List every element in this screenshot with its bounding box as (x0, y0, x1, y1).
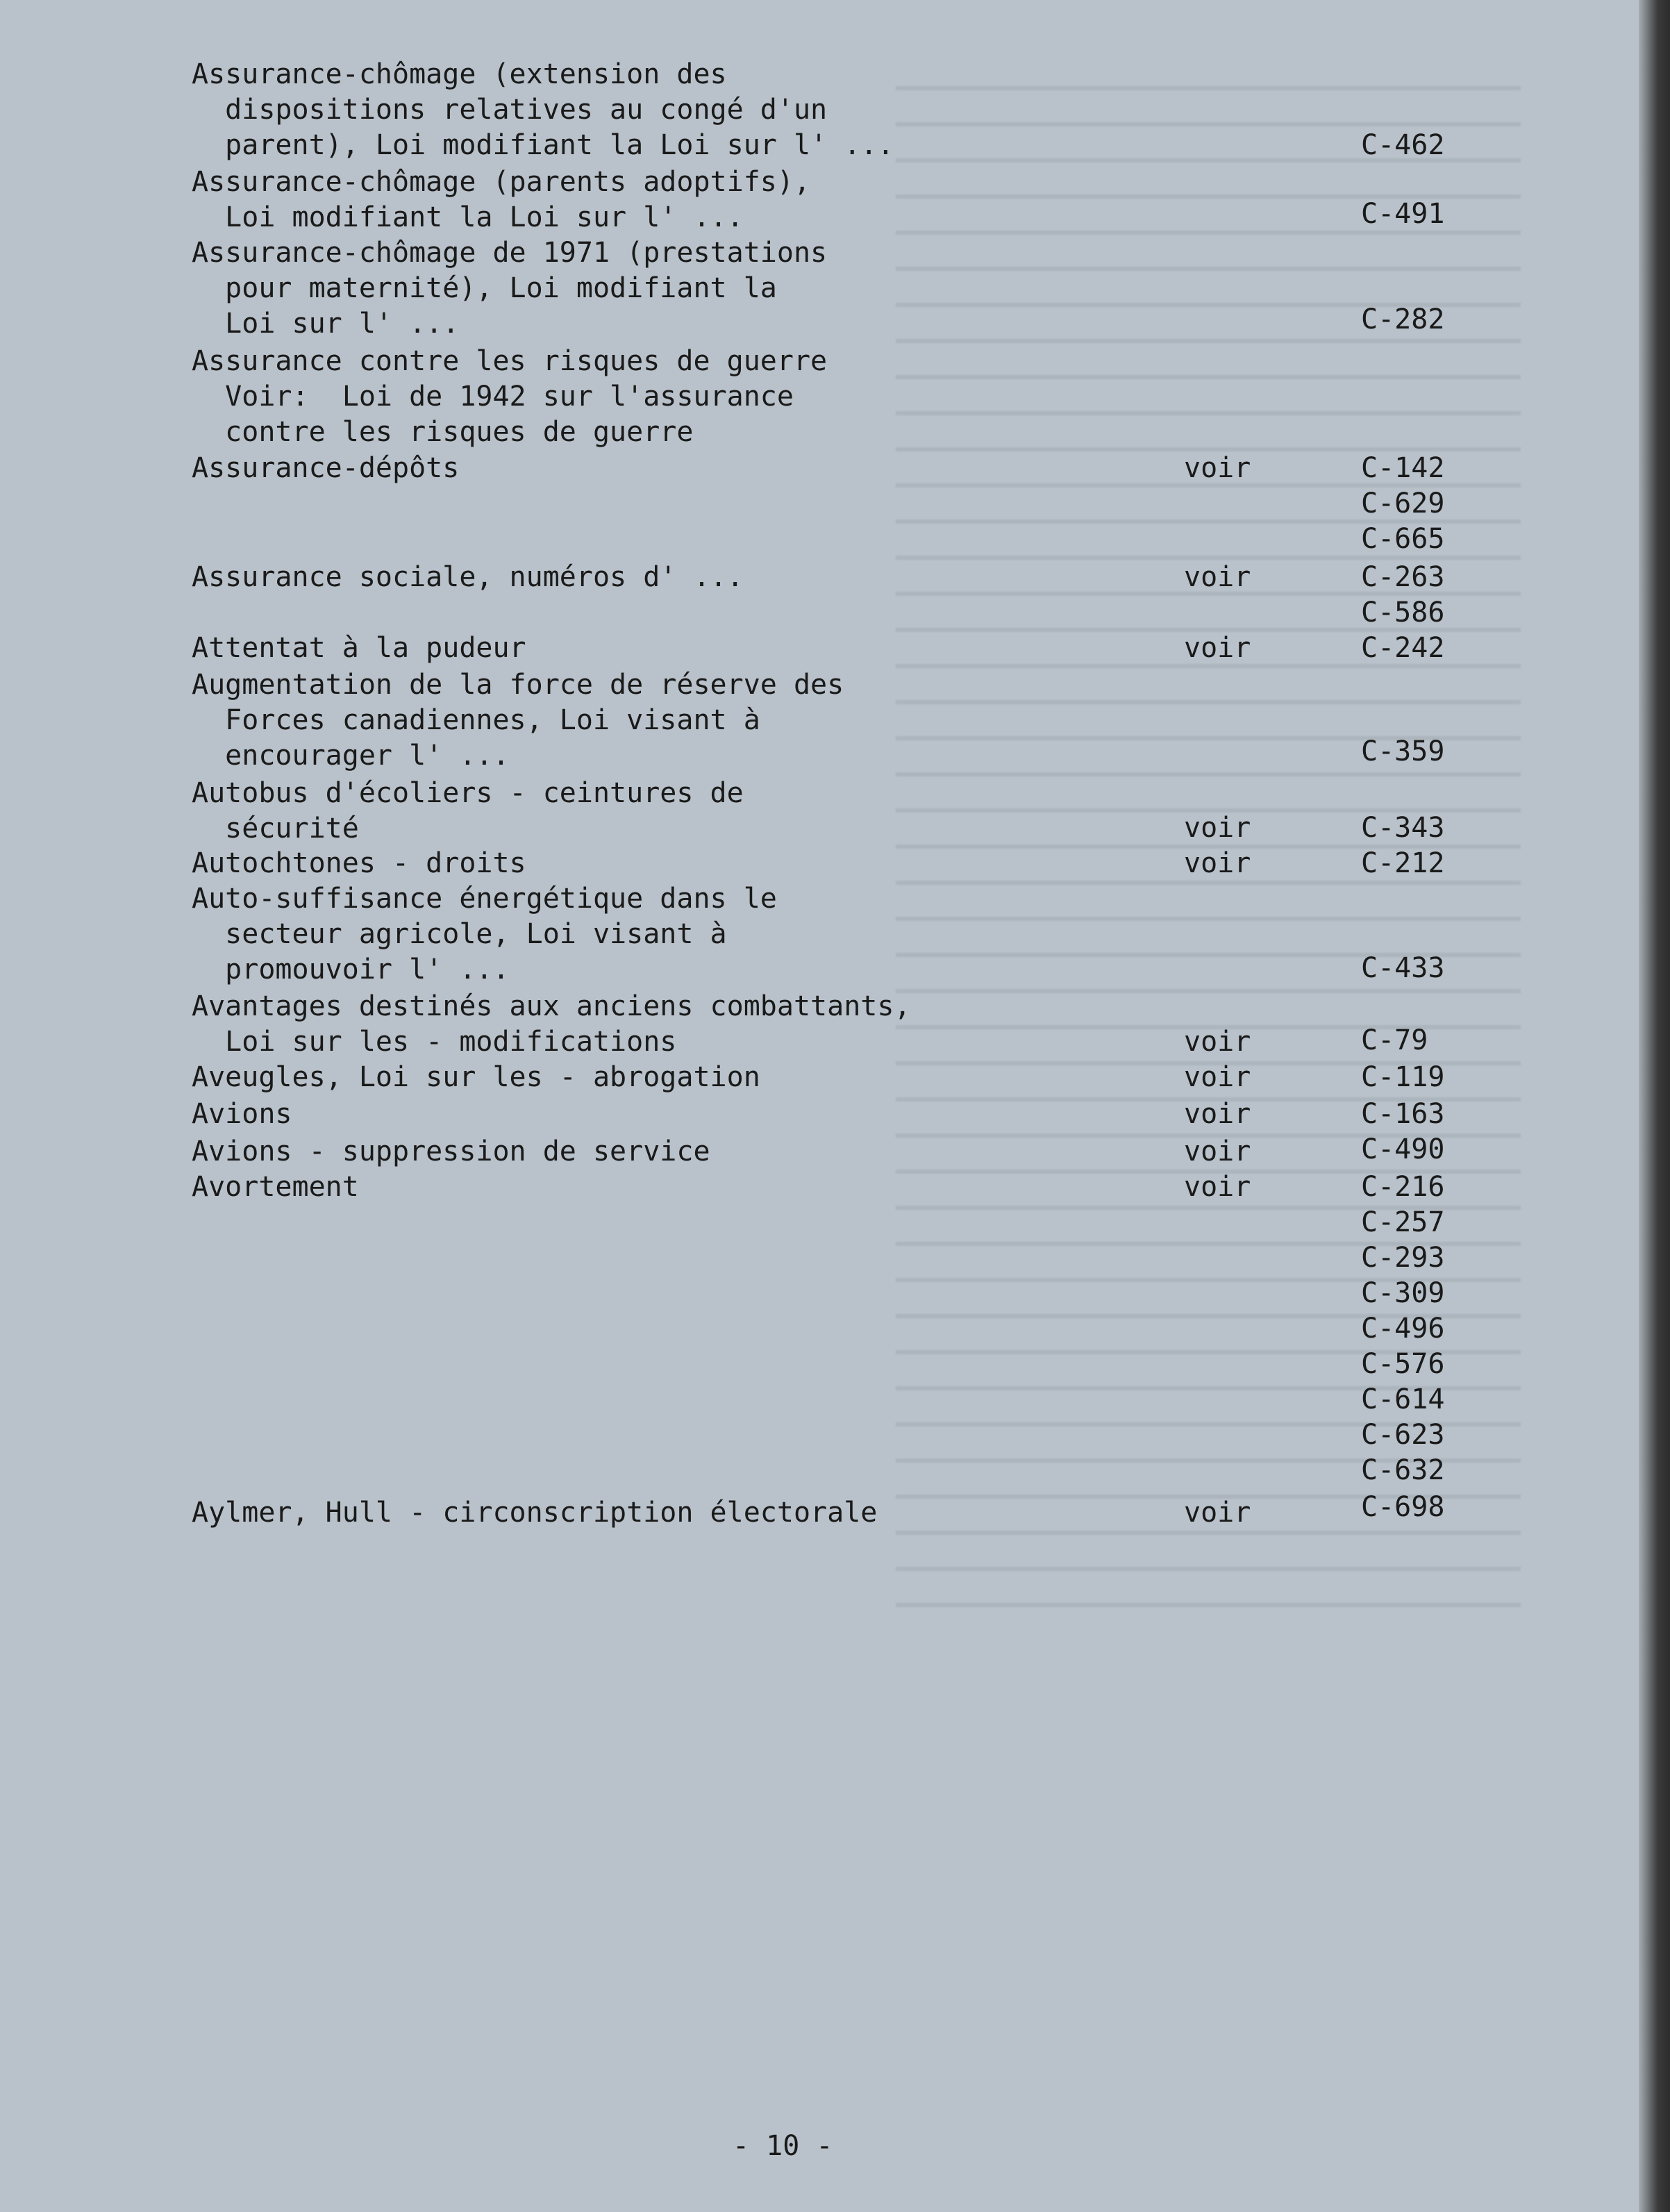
entry-term (192, 57, 894, 163)
entry-term: Avortement (192, 1171, 359, 1203)
bill-number: C-433 (1361, 952, 1445, 984)
voir-label: voir (1184, 452, 1251, 484)
term-line: pour maternité), Loi modifiant la (192, 272, 777, 304)
bill-number: C-462 (1361, 129, 1445, 161)
entry-term: Avions (192, 1098, 292, 1130)
bill-references (1361, 197, 1486, 232)
entry-term: Assurance sociale, numéros d' ... (192, 561, 744, 593)
term-line: Auto-suffisance énergétique dans le (192, 883, 777, 915)
voir-label: voir (1184, 1171, 1251, 1203)
voir-label: voir (1184, 1061, 1251, 1093)
term-line: Assurance-chômage (parents adoptifs), (192, 166, 811, 198)
bill-references (1361, 451, 1486, 557)
term-line: contre les risques de guerre (192, 416, 694, 448)
term-line: Assurance-chômage de 1971 (prestations (192, 237, 828, 269)
voir-label: voir (1184, 632, 1251, 664)
bill-references (1361, 631, 1486, 666)
bill-number: C-142 (1361, 452, 1445, 484)
bill-number: C-293 (1361, 1242, 1445, 1274)
bill-references (1361, 1023, 1486, 1058)
voir-label: voir (1184, 1136, 1251, 1167)
bill-references (1361, 1490, 1486, 1525)
bill-number: C-586 (1361, 597, 1445, 629)
entry-term: Avions - suppression de service (192, 1136, 710, 1167)
bill-number: C-614 (1361, 1383, 1445, 1415)
page-edge-shadow (1639, 0, 1670, 2212)
voir-label: voir (1184, 1497, 1251, 1529)
bill-references (1361, 810, 1486, 846)
entry-term (192, 235, 827, 342)
term-line: Loi sur l' ... (192, 308, 460, 340)
term-line: Assurance contre les risques de guerre (192, 345, 828, 377)
entry-term (192, 881, 777, 988)
term-line: dispositions relatives au congé d'un (192, 94, 828, 126)
entry-term (192, 667, 844, 774)
term-line: Forces canadiennes, Loi visant à (192, 704, 760, 736)
term-line: Loi modifiant la Loi sur l' ... (192, 201, 744, 233)
term-line: secteur agricole, Loi visant à (192, 918, 727, 950)
bill-number: C-119 (1361, 1061, 1445, 1093)
page-number: - 10 - (733, 2130, 833, 2162)
entry-term: Aylmer, Hull - circonscription électorale (192, 1497, 878, 1529)
entry-term: Assurance-dépôts (192, 452, 460, 484)
bill-number: C-163 (1361, 1098, 1445, 1130)
term-line: Avantages destinés aux anciens combattants, (192, 990, 911, 1022)
bill-number: C-632 (1361, 1454, 1445, 1486)
voir-label: voir (1184, 1026, 1251, 1058)
voir-label: voir (1184, 812, 1251, 844)
voir-label: voir (1184, 561, 1251, 593)
bill-references (1361, 302, 1486, 338)
voir-label: voir (1184, 1098, 1251, 1130)
bill-references (1361, 951, 1486, 986)
entry-term: Autochtones - droits (192, 847, 526, 879)
term-line: sécurité (192, 813, 359, 845)
bill-number: C-257 (1361, 1206, 1445, 1238)
bill-references (1361, 846, 1486, 881)
term-line: Assurance-chômage (extension des (192, 58, 727, 90)
bill-references (1361, 1170, 1486, 1488)
bill-number: C-216 (1361, 1171, 1445, 1203)
bill-number: C-242 (1361, 632, 1445, 664)
bill-references (1361, 1132, 1486, 1167)
entry-term (192, 344, 827, 450)
entry-term (192, 776, 744, 847)
bill-number: C-576 (1361, 1348, 1445, 1380)
bill-number: C-79 (1361, 1024, 1428, 1056)
bill-number: C-309 (1361, 1277, 1445, 1309)
bill-references (1361, 128, 1486, 163)
bill-number: C-212 (1361, 847, 1445, 879)
bill-references (1361, 1060, 1486, 1095)
term-line: Autobus d'écoliers - ceintures de (192, 777, 744, 809)
bill-number: C-490 (1361, 1133, 1445, 1165)
term-line: Voir: Loi de 1942 sur l'assurance (192, 381, 794, 413)
entry-term: Aveugles, Loi sur les - abrogation (192, 1061, 760, 1093)
bill-number: C-698 (1361, 1491, 1445, 1523)
term-line: parent), Loi modifiant la Loi sur l' ... (192, 129, 894, 161)
bill-number: C-629 (1361, 488, 1445, 519)
entry-term (192, 165, 810, 235)
bill-number: C-665 (1361, 523, 1445, 555)
bill-number: C-496 (1361, 1313, 1445, 1345)
term-line: encourager l' ... (192, 740, 510, 772)
entry-term (192, 989, 911, 1060)
term-line: promouvoir l' ... (192, 954, 510, 986)
bill-number: C-359 (1361, 735, 1445, 767)
bill-number: C-623 (1361, 1419, 1445, 1451)
term-line: Augmentation de la force de réserve des (192, 669, 844, 701)
bill-references (1361, 560, 1486, 631)
voir-label: voir (1184, 847, 1251, 879)
entry-term: Attentat à la pudeur (192, 632, 526, 664)
term-line: Loi sur les - modifications (192, 1026, 677, 1058)
bill-number: C-491 (1361, 198, 1445, 230)
bill-references (1361, 1097, 1486, 1132)
bill-number: C-343 (1361, 812, 1445, 844)
bill-references (1361, 734, 1486, 770)
bill-number: C-263 (1361, 561, 1445, 593)
bill-number: C-282 (1361, 303, 1445, 335)
